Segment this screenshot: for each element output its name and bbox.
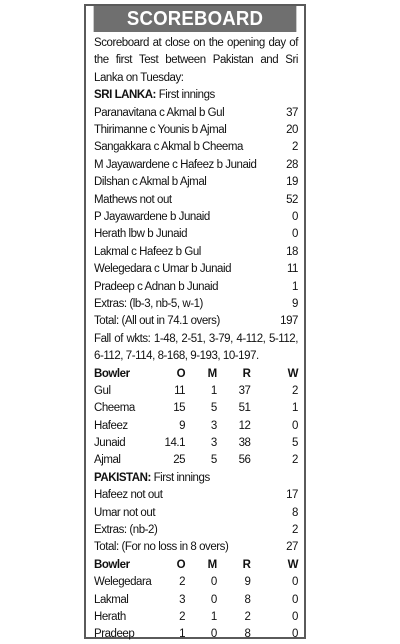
runs-value: 18 (286, 245, 298, 258)
bowling-header-name: Bowler (94, 558, 130, 571)
wickets-value: 5 (292, 437, 298, 450)
bowling-header-o: O (176, 367, 186, 380)
runs-conceded-value: 8 (244, 628, 251, 641)
bowling-row (94, 626, 298, 643)
bowling-header-row (94, 557, 298, 574)
batting-row (94, 122, 298, 139)
runs-conceded-value: 8 (244, 593, 251, 606)
batsman-entry: Dilshan c Akmal b Ajmal (94, 176, 207, 189)
runs-value: 17 (286, 489, 298, 502)
runs-conceded-value: 12 (238, 419, 251, 432)
bowler-name: Gul (94, 384, 111, 397)
wickets-value: 0 (292, 628, 298, 641)
runs-value: 0 (292, 210, 298, 223)
scoreboard-banner: SCOREBOARD (94, 6, 297, 32)
overs-value: 14.1 (164, 437, 186, 450)
bowling-header-m: M (207, 367, 217, 380)
runs-value: 52 (286, 193, 298, 206)
bowler-name: Hafeez (94, 419, 128, 432)
pakistan-innings-title (94, 470, 298, 487)
pakistan-bowling-table (94, 557, 298, 644)
runs-value: 37 (286, 106, 298, 119)
batting-row (94, 139, 298, 156)
pakistan-batting-list (94, 487, 298, 557)
batsman-entry: Herath lbw b Junaid (94, 228, 188, 241)
bowling-row (94, 592, 298, 609)
maidens-value: 1 (210, 611, 217, 623)
wickets-value: 0 (292, 419, 298, 432)
bowling-row (94, 452, 298, 469)
batsman-entry: Extras: (nb-2) (94, 524, 158, 537)
runs-conceded-value: 56 (238, 454, 251, 467)
bowling-row (94, 418, 298, 435)
pakistan-innings-label: First innings (150, 471, 210, 484)
batsman-entry: Paranavitana c Akmal b Gul (94, 106, 225, 119)
runs-value: 8 (292, 506, 298, 519)
bowling-header-name: Bowler (94, 367, 130, 380)
overs-value: 25 (173, 454, 186, 467)
overs-value: 1 (179, 628, 186, 641)
batsman-entry: Thirimanne c Younis b Ajmal (94, 124, 227, 137)
batting-row (94, 539, 298, 556)
batsman-entry: Extras: (lb-3, nb-5, w-1) (94, 297, 203, 310)
wickets-value: 2 (292, 454, 298, 467)
batsman-entry: Total: (For no loss in 8 overs) (94, 541, 229, 554)
batting-row (94, 209, 298, 226)
sri-lanka-innings-label: First innings (155, 89, 215, 102)
batting-row (94, 522, 298, 539)
wickets-value: 1 (292, 402, 298, 415)
bowling-row (94, 609, 298, 626)
maidens-value: 5 (210, 454, 217, 467)
intro-text: Scoreboard at close on the opening day of the first Test between Pakistan and Sri Lanka on Tuesday: (94, 37, 298, 84)
wickets-value: 0 (292, 576, 298, 589)
bowling-header-o: O (176, 558, 186, 571)
maidens-value: 0 (210, 628, 217, 641)
fall-of-wickets: Fall of wkts: 1-48, 2-51, 3-79, 4-112, 5-112, 6-112, 7-114, 8-168, 9-193, 10-197. (94, 332, 298, 363)
batting-row (94, 226, 298, 243)
batsman-entry: Welegedara c Umar b Junaid (94, 263, 232, 276)
overs-value: 15 (173, 402, 186, 415)
scoreboard-content (86, 32, 304, 644)
sri-lanka-innings-title (94, 87, 298, 104)
batting-row (94, 244, 298, 261)
bowling-header-r: R (242, 558, 251, 571)
bowling-header-w: W (287, 558, 298, 571)
bowler-name: Ajmal (94, 454, 121, 467)
runs-value: 28 (286, 158, 298, 171)
wickets-value: 2 (292, 384, 298, 397)
batting-row (94, 296, 298, 313)
batsman-entry: Lakmal c Hafeez b Gul (94, 245, 201, 258)
batting-row (94, 313, 298, 330)
runs-value: 1 (292, 280, 298, 293)
wickets-value: 0 (292, 593, 298, 606)
sri-lanka-batting-list (94, 105, 298, 331)
bowling-header-m: M (207, 558, 217, 571)
batting-row (94, 261, 298, 278)
batting-row (94, 192, 298, 209)
runs-value: 27 (286, 541, 298, 554)
maidens-value: 3 (210, 419, 217, 432)
runs-value: 9 (292, 297, 298, 310)
overs-value: 2 (179, 576, 186, 589)
sri-lanka-team-label: SRI LANKA: (94, 89, 156, 102)
bowler-name: Cheema (94, 402, 135, 415)
bowler-name: Pradeep (94, 628, 135, 641)
runs-conceded-value: 37 (238, 384, 251, 397)
runs-value: 19 (286, 176, 298, 189)
batsman-entry: P Jayawardene b Junaid (94, 210, 210, 223)
bowler-name: Junaid (94, 437, 126, 450)
overs-value: 2 (179, 611, 186, 623)
runs-conceded-value: 51 (238, 402, 251, 415)
batting-row (94, 105, 298, 122)
runs-value: 11 (286, 263, 298, 276)
maidens-value: 0 (210, 576, 217, 589)
bowling-header-r: R (242, 367, 251, 380)
bowling-row (94, 383, 298, 400)
batsman-entry: Hafeez not out (94, 489, 163, 502)
bowling-header-row (94, 366, 298, 383)
batting-row (94, 174, 298, 191)
runs-value: 2 (292, 524, 298, 537)
runs-conceded-value: 9 (244, 576, 251, 589)
batsman-entry: Pradeep c Adnan b Junaid (94, 280, 219, 293)
runs-value: 197 (280, 315, 298, 328)
runs-value: 20 (286, 124, 298, 137)
maidens-value: 5 (210, 402, 217, 415)
maidens-value: 0 (210, 593, 217, 606)
batsman-entry: Mathews not out (94, 193, 172, 206)
overs-value: 9 (179, 419, 186, 432)
maidens-value: 3 (210, 437, 217, 450)
pakistan-team-label: PAKISTAN: (94, 471, 151, 484)
runs-value: 2 (292, 141, 298, 154)
scoreboard-card (84, 4, 306, 639)
batsman-entry: M Jayawardene c Hafeez b Junaid (94, 158, 257, 171)
runs-conceded-value: 38 (238, 437, 251, 450)
bowler-name: Welegedara (94, 576, 152, 589)
batting-row (94, 279, 298, 296)
bowler-name: Lakmal (94, 593, 129, 606)
batting-row (94, 157, 298, 174)
bowling-row (94, 400, 298, 417)
sri-lanka-bowling-table (94, 366, 298, 470)
batsman-entry: Total: (All out in 74.1 overs) (94, 315, 220, 328)
batsman-entry: Umar not out (94, 506, 156, 519)
runs-conceded-value: 2 (244, 611, 251, 623)
bowling-row (94, 435, 298, 452)
bowler-name: Herath (94, 611, 126, 623)
overs-value: 11 (174, 384, 186, 397)
batting-row (94, 505, 298, 522)
runs-value: 0 (292, 228, 298, 241)
overs-value: 3 (179, 593, 186, 606)
bowling-header-w: W (287, 367, 298, 380)
bowling-row (94, 574, 298, 591)
batsman-entry: Sangakkara c Akmal b Cheema (94, 141, 243, 154)
batting-row (94, 487, 298, 504)
wickets-value: 0 (292, 611, 298, 623)
maidens-value: 1 (210, 384, 217, 397)
